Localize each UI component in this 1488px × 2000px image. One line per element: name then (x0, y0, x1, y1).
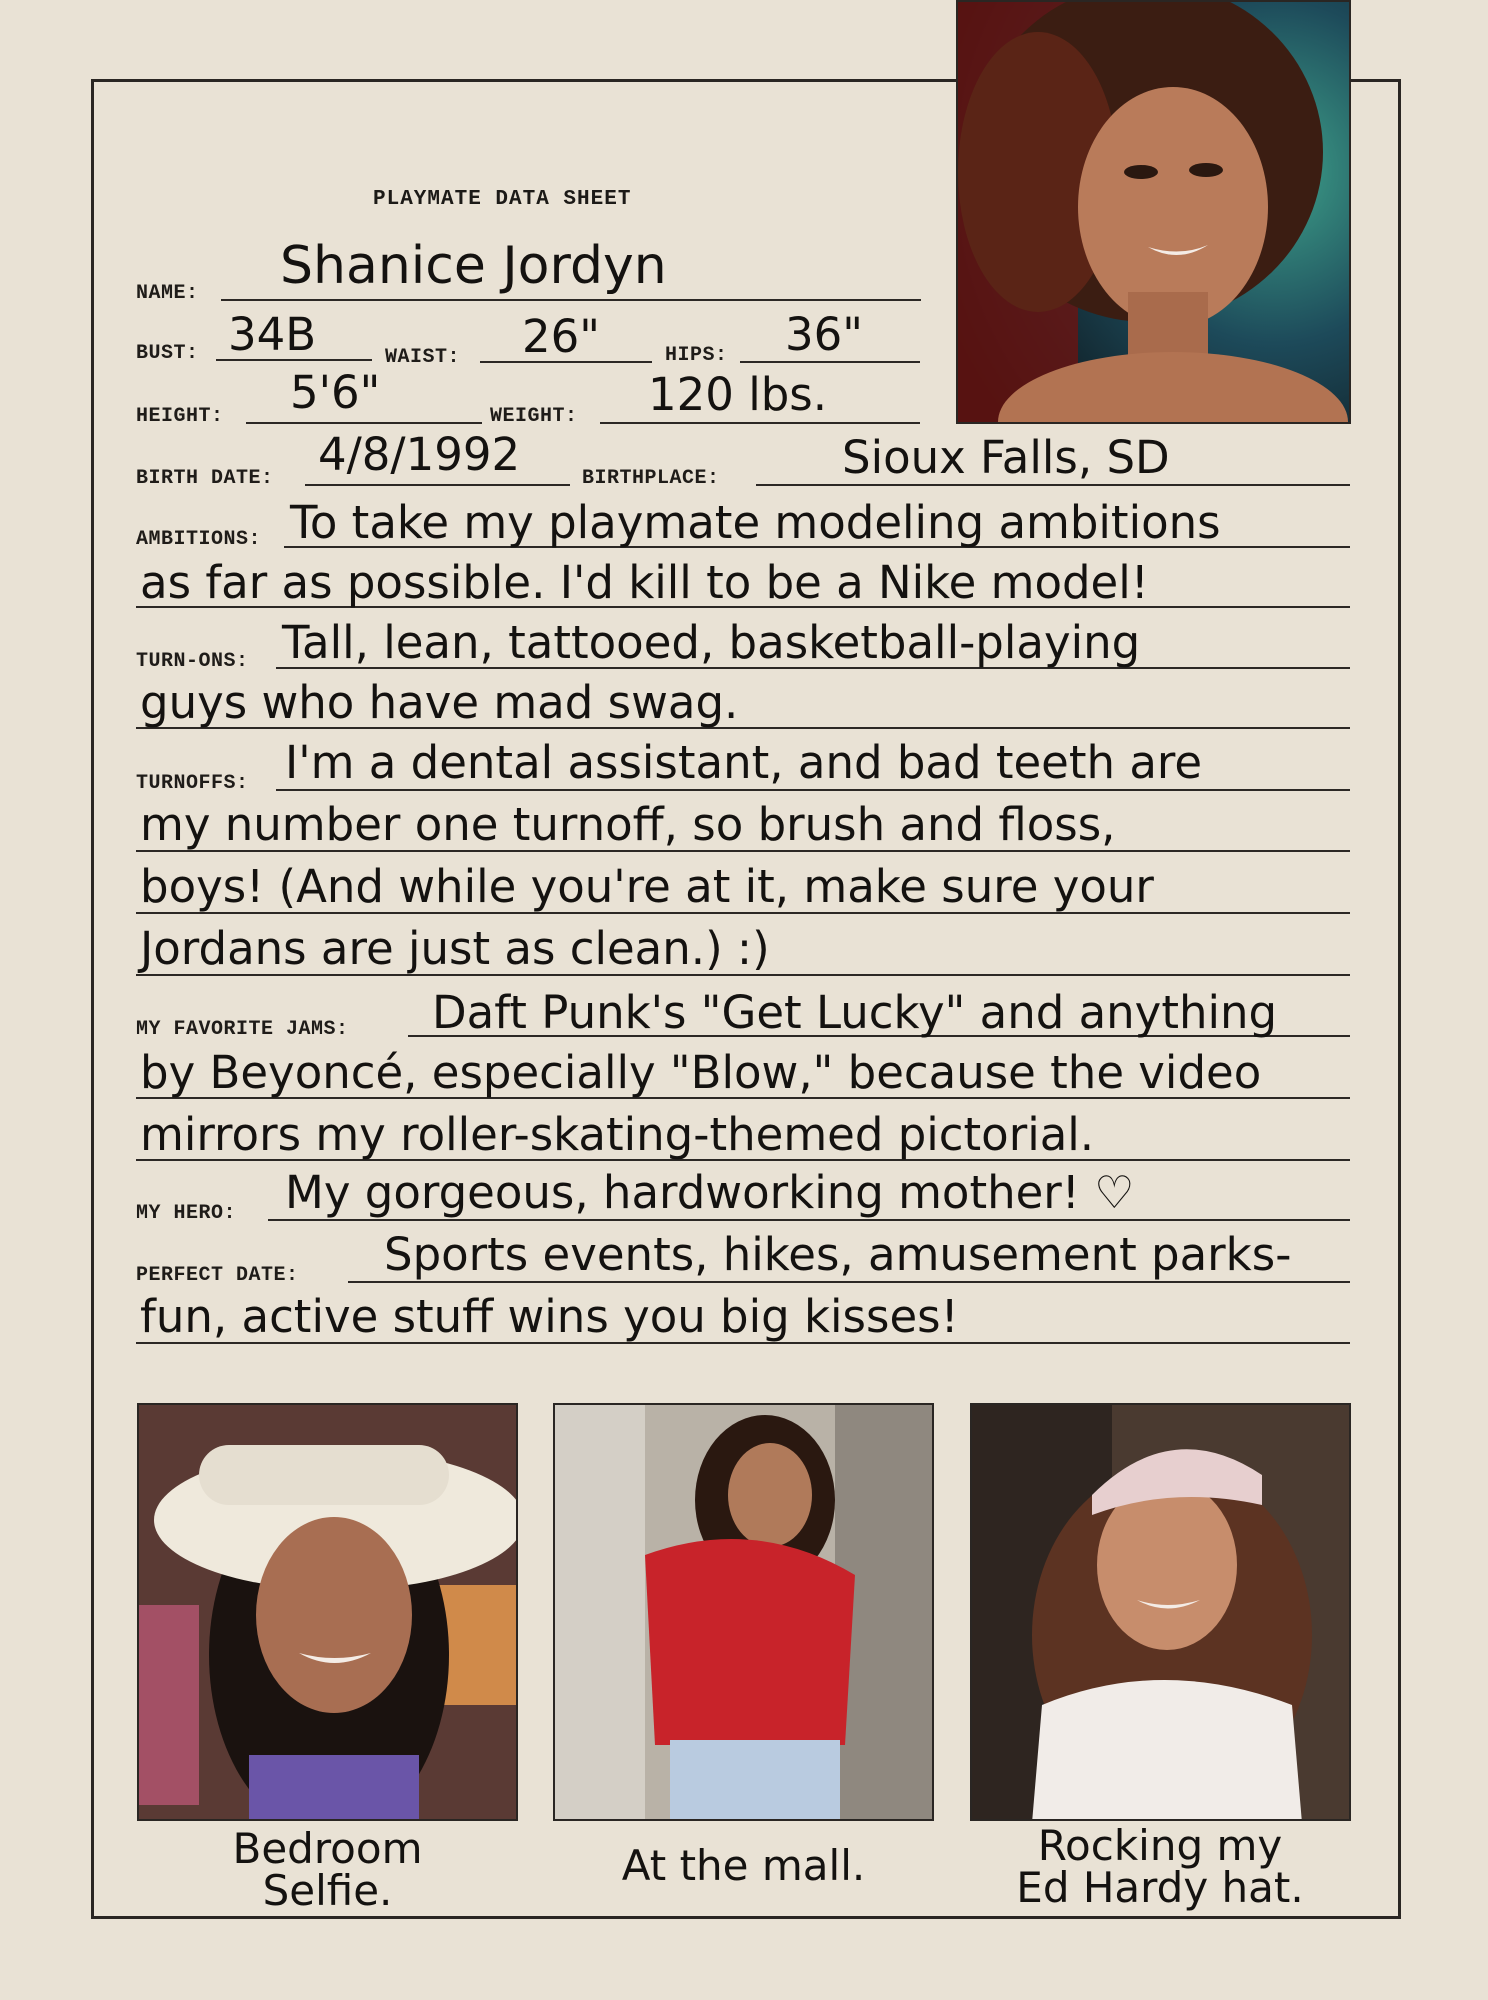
waist-label: WAIST: (385, 346, 461, 369)
height-label: HEIGHT: (136, 405, 224, 428)
hips-label: HIPS: (665, 344, 728, 367)
turnoffs-line-1 (276, 789, 1350, 791)
perfect-date-label: PERFECT DATE: (136, 1264, 299, 1287)
turn-ons-label: TURN-ONS: (136, 650, 249, 673)
perfect-date-value-line-2: fun, active stuff wins you big kisses! (140, 1290, 959, 1343)
main-portrait-photo (956, 0, 1351, 424)
perfect-date-value-line-1: Sports events, hikes, amusement parks- (384, 1228, 1292, 1281)
caption-line: At the mall. (621, 1841, 866, 1890)
name-value: Shanice Jordyn (280, 236, 667, 296)
name-label: NAME: (136, 282, 199, 305)
hero-label: MY HERO: (136, 1202, 237, 1225)
turnoffs-value-line-3: boys! (And while you're at it, make sure your (140, 860, 1154, 913)
ambitions-value-line-1: To take my playmate modeling ambitions (290, 496, 1221, 549)
caption-line: Rocking my (1037, 1821, 1283, 1870)
bust-value: 34B (228, 308, 317, 361)
caption-line: Selfie. (262, 1866, 393, 1915)
weight-line (600, 422, 920, 424)
caption-line: Ed Hardy hat. (1016, 1863, 1304, 1912)
ed-hardy-hat-caption (960, 1821, 1360, 1912)
at-the-mall-caption (553, 1841, 934, 1890)
weight-value: 120 lbs. (648, 368, 828, 421)
birthplace-label: BIRTHPLACE: (582, 467, 720, 490)
caption-line: Bedroom (232, 1824, 423, 1873)
birthplace-value: Sioux Falls, SD (842, 431, 1170, 484)
turn-ons-value-line-2: guys who have mad swag. (140, 676, 739, 729)
favorite-jams-label: MY FAVORITE JAMS: (136, 1018, 349, 1041)
ambitions-value-line-2: as far as possible. I'd kill to be a Nike model! (140, 556, 1149, 609)
favorite-jams-value-line-3: mirrors my roller-skating-themed pictorial. (140, 1108, 1095, 1161)
hero-line (268, 1219, 1350, 1221)
height-line (246, 422, 482, 424)
perfect-date-line-1 (348, 1281, 1350, 1283)
birthplace-line (756, 484, 1350, 486)
hips-line (740, 361, 920, 363)
birth-date-line (305, 484, 570, 486)
height-value: 5'6" (290, 366, 381, 419)
ambitions-label: AMBITIONS: (136, 528, 262, 551)
turnoffs-value-line-4: Jordans are just as clean.) :) (140, 922, 770, 975)
birth-date-label: BIRTH DATE: (136, 467, 274, 490)
favorite-jams-value-line-1: Daft Punk's "Get Lucky" and anything (432, 986, 1278, 1039)
turnoffs-value-line-1: I'm a dental assistant, and bad teeth are (285, 736, 1203, 789)
bedroom-selfie-caption (137, 1824, 518, 1915)
bust-label: BUST: (136, 342, 199, 365)
ed-hardy-hat-photo (970, 1403, 1351, 1821)
bedroom-selfie-photo (137, 1403, 518, 1821)
sheet-title: PLAYMATE DATA SHEET (373, 188, 632, 211)
turn-ons-value-line-1: Tall, lean, tattooed, basketball-playing (282, 616, 1141, 669)
at-the-mall-photo (553, 1403, 934, 1821)
hips-value: 36" (785, 308, 863, 361)
name-line (221, 299, 921, 301)
waist-value: 26" (522, 310, 600, 363)
hero-value: My gorgeous, hardworking mother! ♡ (285, 1166, 1135, 1219)
favorite-jams-value-line-2: by Beyoncé, especially "Blow," because the video (140, 1046, 1262, 1099)
weight-label: WEIGHT: (490, 405, 578, 428)
turnoffs-value-line-2: my number one turnoff, so brush and floss, (140, 798, 1116, 851)
birth-date-value: 4/8/1992 (318, 428, 521, 481)
turnoffs-label: TURNOFFS: (136, 772, 249, 795)
